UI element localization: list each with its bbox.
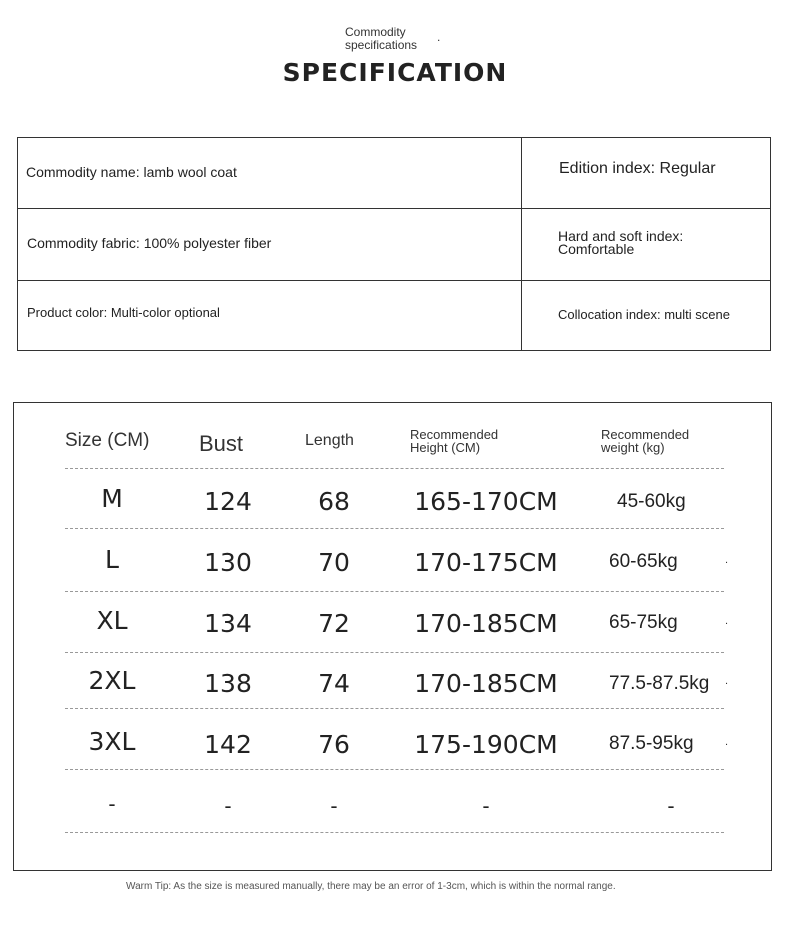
cell-length: 74 (318, 669, 350, 698)
warm-tip: Warm Tip: As the size is measured manually, there may be an error of 1-3cm, which is within the normal range. (126, 881, 616, 892)
cell-size: 3XL (88, 727, 136, 756)
cell-height: 175-190CM (414, 730, 558, 759)
header-weight-line2: weight (kg) (601, 440, 665, 455)
cell-size: L (105, 545, 119, 574)
cell-height: - (482, 794, 490, 818)
cell-weight: 87.5-95kg (609, 733, 694, 754)
cell-size: 2XL (88, 666, 136, 695)
cell-bust: 130 (204, 548, 252, 577)
page-title: SPECIFICATION (282, 58, 508, 87)
cell-height: 170-185CM (414, 669, 558, 698)
spec-table (17, 137, 771, 351)
cell-bust: 138 (204, 669, 252, 698)
cell-height: 170-175CM (414, 548, 558, 577)
cell-length: 70 (318, 548, 350, 577)
spec-divider (521, 138, 522, 350)
decorative-dot: . (437, 30, 441, 44)
cell-length: - (330, 794, 338, 818)
header-bust: Bust (199, 431, 244, 456)
spec-product-color: Product color: Multi-color optional (27, 305, 220, 320)
row-separator (65, 652, 724, 653)
row-mark: . (725, 615, 729, 627)
row-separator (65, 468, 724, 469)
row-separator (65, 708, 724, 709)
cell-weight: 60-65kg (609, 551, 678, 572)
cell-size: - (108, 792, 116, 816)
spec-commodity-fabric: Commodity fabric: 100% polyester fiber (27, 235, 272, 251)
cell-size: M (101, 484, 123, 513)
cell-length: 72 (318, 609, 350, 638)
row-mark: . (725, 736, 729, 748)
spec-hardness-line1: Hard and soft index: (558, 228, 684, 244)
cell-length: 68 (318, 487, 350, 516)
cell-bust: 142 (204, 730, 252, 759)
header-height-line1: Recommended (410, 427, 499, 442)
row-mark: . (725, 675, 729, 687)
header-weight-line1: Recommended (601, 427, 690, 442)
cell-weight: 65-75kg (609, 612, 678, 633)
spec-edition-index: Edition index: Regular (559, 160, 716, 177)
row-separator (65, 769, 724, 770)
header-recommended-height (410, 428, 498, 454)
spec-hardness-line2: Comfortable (558, 241, 635, 257)
cell-bust: 124 (204, 487, 252, 516)
cell-length: 76 (318, 730, 350, 759)
header-height-line2: Height (CM) (410, 440, 481, 455)
row-separator (65, 832, 724, 833)
cell-height: 165-170CM (414, 487, 558, 516)
header-length: Length (305, 432, 354, 449)
cell-size: XL (96, 606, 128, 635)
row-separator (65, 528, 724, 529)
cell-weight: 77.5-87.5kg (609, 673, 710, 694)
cell-height: 170-185CM (414, 609, 558, 638)
spec-hardness-index (558, 230, 683, 256)
cell-weight: 45-60kg (617, 491, 686, 512)
spec-collocation-index: Collocation index: multi scene (558, 307, 730, 322)
spec-commodity-name: Commodity name: lamb wool coat (26, 164, 237, 180)
cell-bust: - (224, 794, 232, 818)
cell-weight: - (667, 794, 675, 818)
header-recommended-weight (601, 428, 689, 454)
size-table (13, 402, 772, 871)
row-mark: . (725, 554, 729, 566)
cell-bust: 134 (204, 609, 252, 638)
header-size: Size (CM) (65, 430, 150, 451)
row-separator (65, 591, 724, 592)
subheading: Commodity specifications (345, 25, 418, 52)
